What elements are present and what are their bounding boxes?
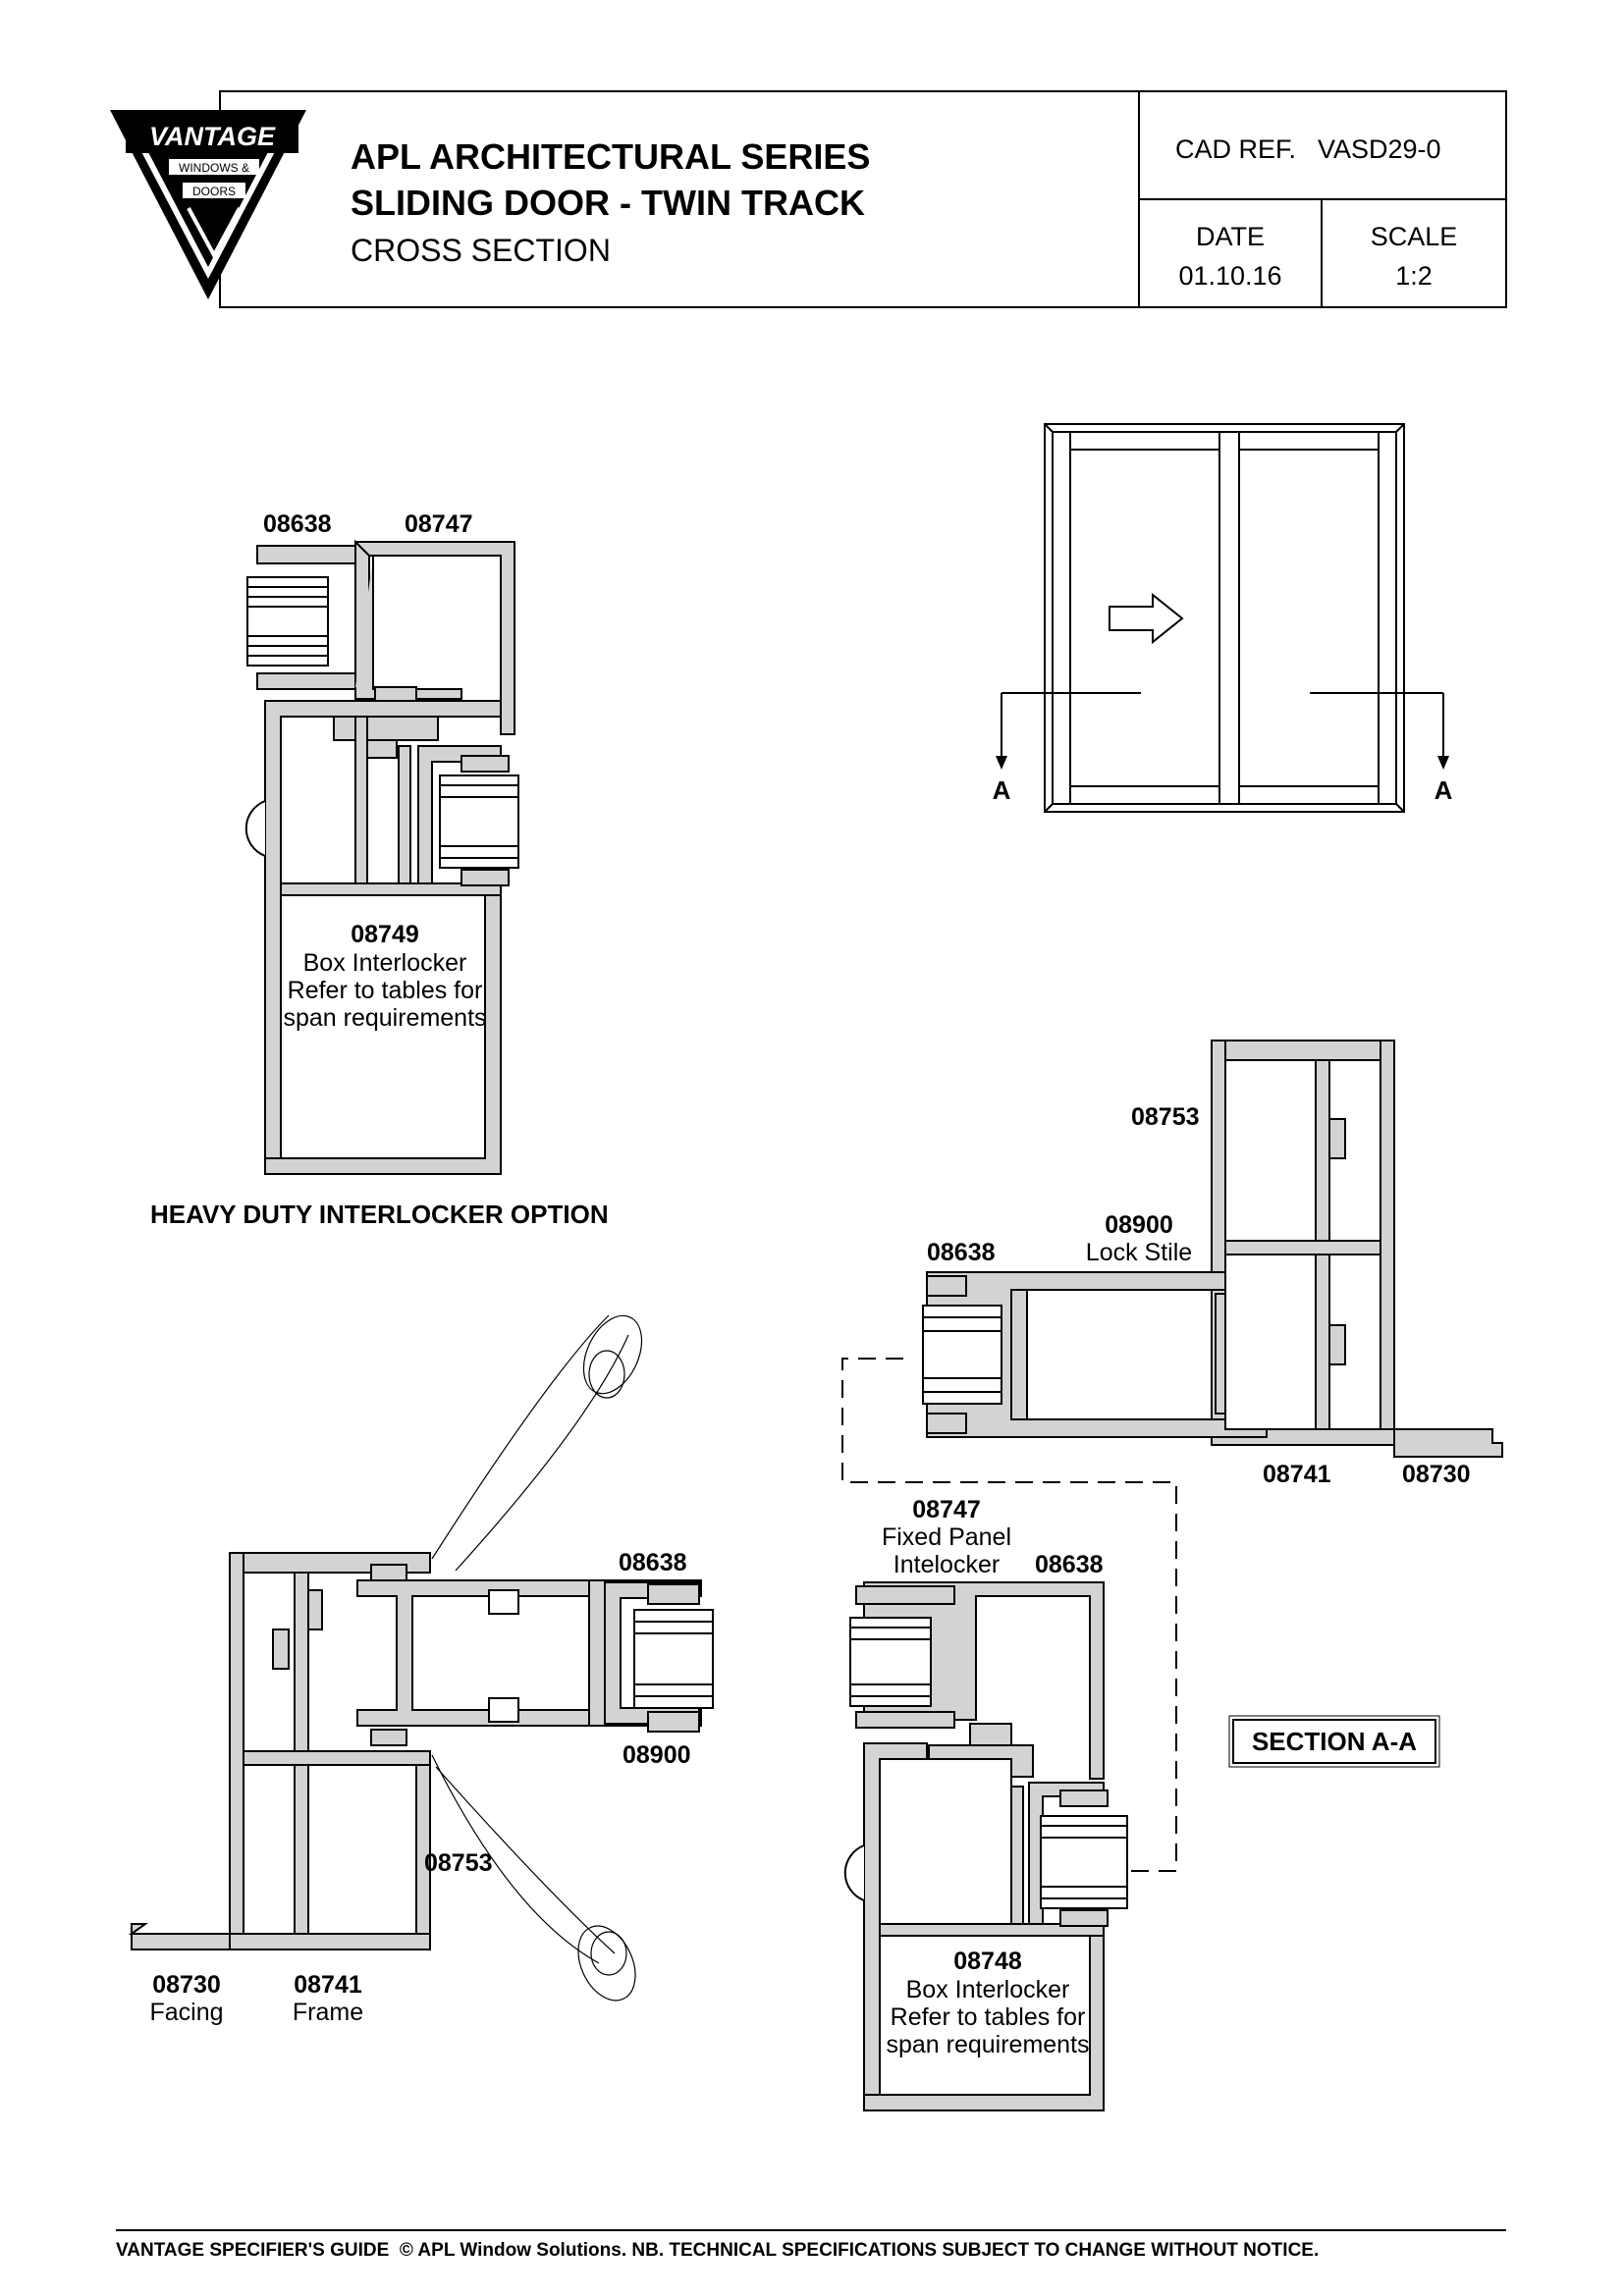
sl-code-lock: 08900 (623, 1741, 691, 1769)
hd-caption: HEAVY DUTY INTERLOCKER OPTION (150, 1200, 609, 1229)
sr-code-stile-top: 08753 (1131, 1103, 1200, 1131)
vantage-logo (110, 110, 306, 299)
section-label: SECTION A-A (1251, 1727, 1418, 1756)
title-line1: APL ARCHITECTURAL SERIES (351, 136, 871, 177)
sl-code-facing: 08730 (152, 1971, 221, 1999)
hd-code-right: 08747 (405, 510, 473, 538)
lock-stile-section (923, 1041, 1502, 1457)
hd-box-code: 08749 (351, 921, 419, 948)
slide-direction-icon (1110, 595, 1182, 642)
footer-text: VANTAGE SPECIFIER'S GUIDE © APL Window Solutions. NB. TECHNICAL SPECIFICATIONS SUBJECT TO CHANGE WITHOUT NOTICE. (116, 2240, 1320, 2261)
date-value: 01.10.16 (1178, 261, 1282, 291)
sc-fixed-line1: Fixed Panel (881, 1523, 1012, 1551)
cad-ref-value: VASD29-0 (1318, 134, 1441, 164)
hd-box-line1: Box Interlocker (302, 949, 467, 977)
logo-line1: WINDOWS & (179, 161, 249, 175)
section-mark-left: A (992, 775, 1011, 805)
sl-code-stile: 08753 (424, 1849, 493, 1877)
sl-frame-label: Frame (292, 1999, 364, 2026)
sr-code-facing: 08730 (1402, 1461, 1471, 1488)
door-elevation (1001, 424, 1443, 812)
sc-fixed-line2: Intelocker (893, 1551, 1001, 1578)
scale-value: 1:2 (1395, 261, 1433, 291)
sc-box-line3: span requirements (886, 2031, 1090, 2058)
hd-box-line3: span requirements (283, 1004, 487, 1032)
sl-code-frame: 08741 (294, 1971, 362, 1999)
sr-code-frame: 08741 (1263, 1461, 1331, 1488)
date-label: DATE (1195, 222, 1266, 251)
logo-brand: VANTAGE (149, 122, 275, 151)
sl-code-panel: 08638 (619, 1549, 687, 1576)
sr-lock-label: Lock Stile (1085, 1239, 1193, 1266)
section-mark-right: A (1434, 775, 1453, 805)
sc-box-line1: Box Interlocker (905, 1976, 1070, 2003)
sl-facing-label: Facing (149, 1999, 224, 2026)
sr-lock-code: 08900 (1105, 1211, 1173, 1239)
title-line2: SLIDING DOOR - TWIN TRACK (351, 183, 865, 223)
sr-code-panel: 08638 (927, 1239, 996, 1266)
sc-fixed-code: 08747 (912, 1496, 981, 1523)
cad-ref-label: CAD REF. (1175, 134, 1297, 164)
scale-label: SCALE (1370, 222, 1458, 251)
sc-box-code: 08748 (953, 1948, 1022, 1975)
hd-box-line2: Refer to tables for (287, 977, 483, 1004)
sc-box-line2: Refer to tables for (890, 2003, 1086, 2031)
title-line3: CROSS SECTION (351, 233, 611, 268)
sc-code-panel: 08638 (1035, 1551, 1104, 1578)
hd-code-left: 08638 (263, 510, 332, 538)
logo-line2: DOORS (191, 185, 237, 198)
